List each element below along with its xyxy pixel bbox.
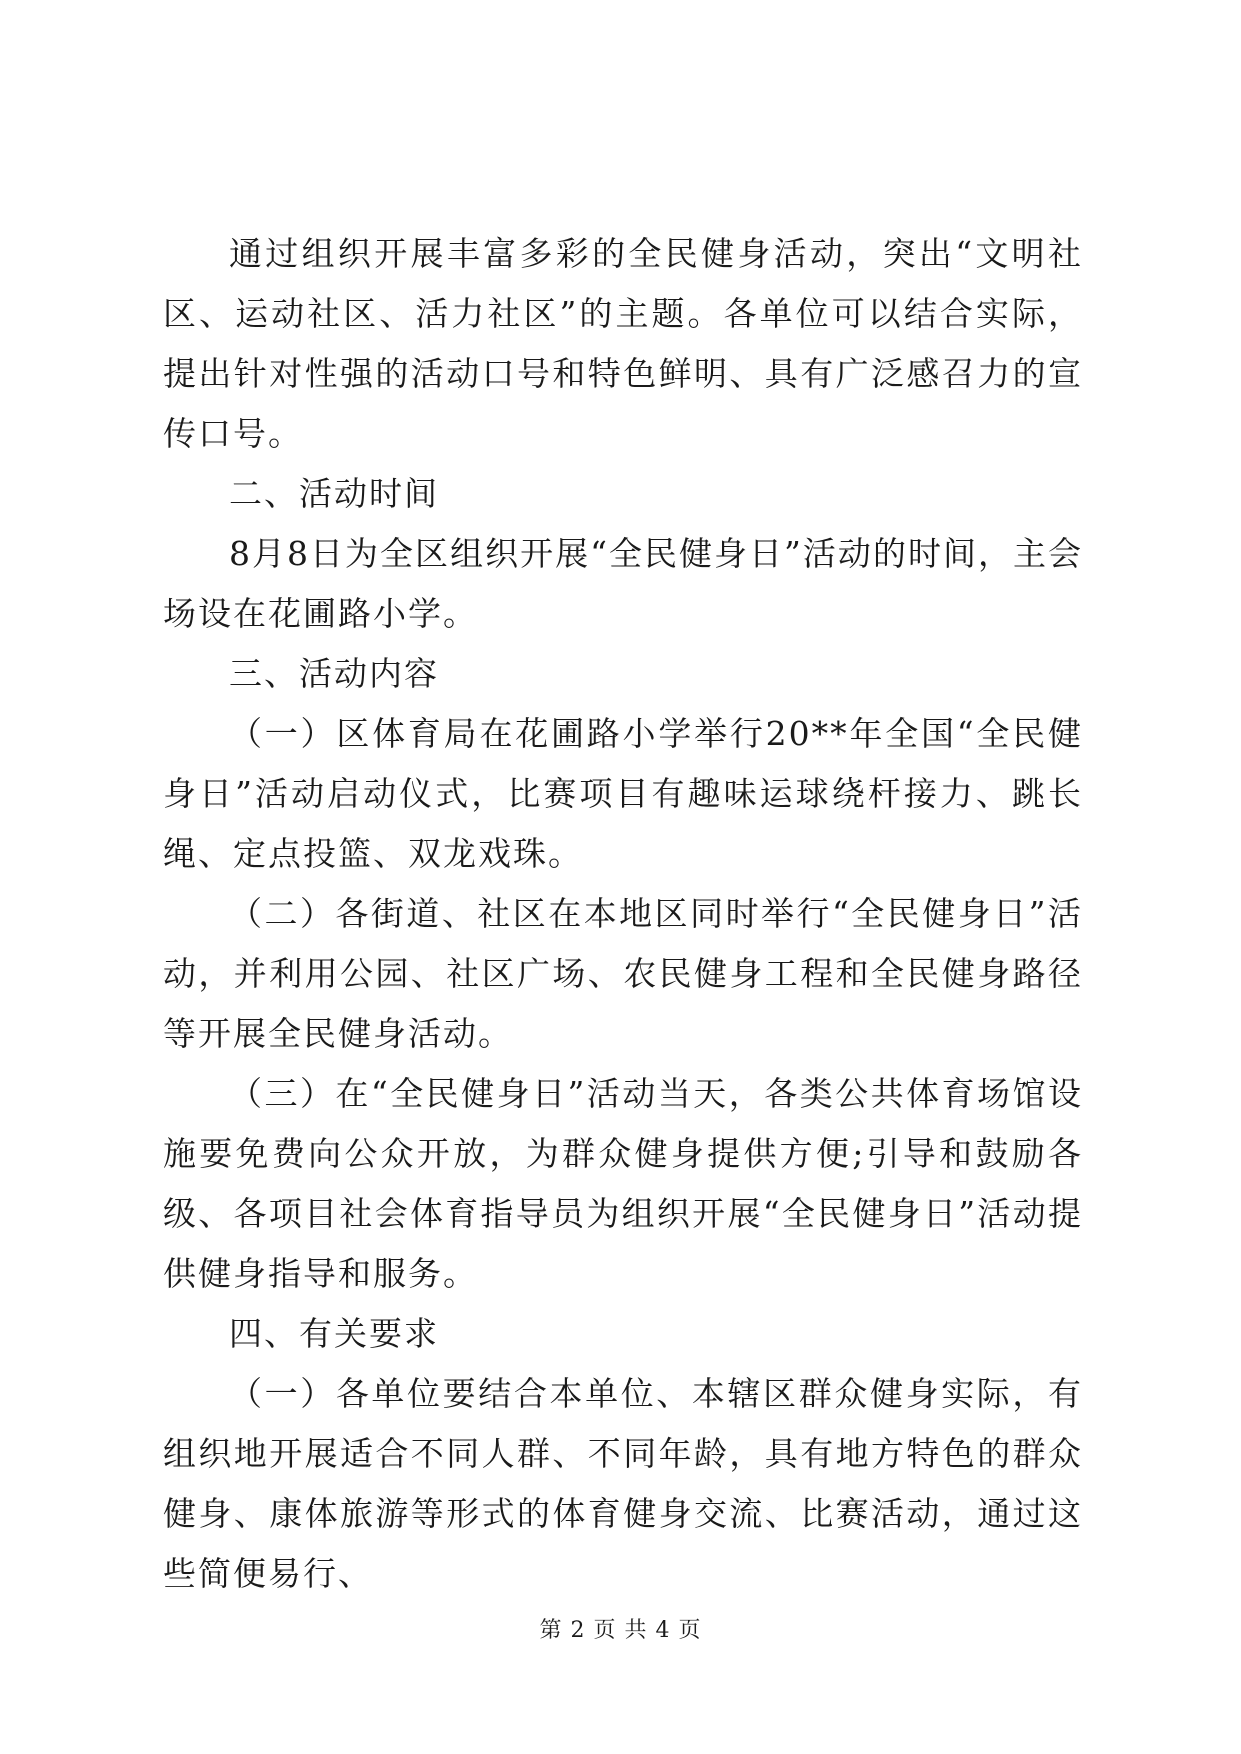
- paragraph-content-item-3: （三）在“全民健身日”活动当天，各类公共体育场馆设施要免费向公众开放，为群众健身提供方便;引导和鼓励各级、各项目社会体育指导员为组织开展“全民健身日”活动提供健身指导和服务。: [163, 1074, 1083, 1293]
- paragraph-content-item-2: （二）各街道、社区在本地区同时举行“全民健身日”活动，并利用公园、社区广场、农民健身工程和全民健身路径等开展全民健身活动。: [163, 894, 1083, 1053]
- heading-activity-content: 三、活动内容: [229, 654, 439, 693]
- document-body: [163, 224, 1083, 1604]
- page-number-footer: 第 2 页 共 4 页: [539, 1618, 702, 1643]
- paragraph-activity-time: 8月8日为全区组织开展“全民健身日”活动的时间，主会场设在花圃路小学。: [163, 534, 1083, 633]
- paragraph-requirement-1: （一）各单位要结合本单位、本辖区群众健身实际，有组织地开展适合不同人群、不同年龄，具有地方特色的群众健身、康体旅游等形式的体育健身交流、比赛活动，通过这些简便易行、: [163, 1374, 1083, 1593]
- paragraph-intro: 通过组织开展丰富多彩的全民健身活动，突出“文明社区、运动社区、活力社区”的主题。各单位可以结合实际，提出针对性强的活动口号和特色鲜明、具有广泛感召力的宣传口号。: [163, 234, 1083, 453]
- heading-requirements: 四、有关要求: [229, 1314, 439, 1353]
- paragraph-content-item-1: （一）区体育局在花圃路小学举行20**年全国“全民健身日”活动启动仪式，比赛项目有趣味运球绕杆接力、跳长绳、定点投篮、双龙戏珠。: [163, 714, 1083, 873]
- heading-activity-time: 二、活动时间: [229, 474, 439, 513]
